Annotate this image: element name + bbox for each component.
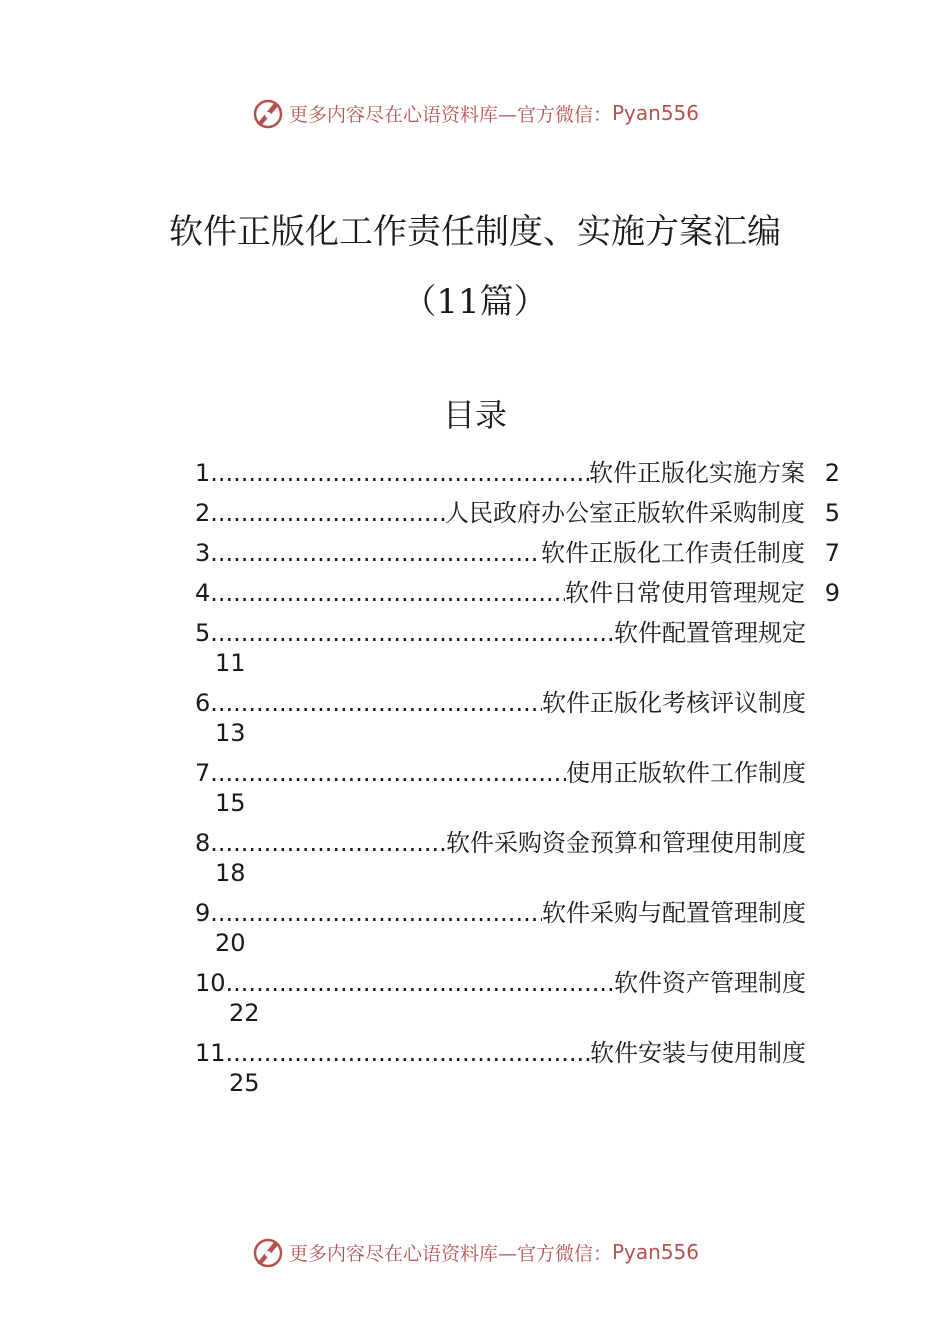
toc-entry[interactable] bbox=[195, 758, 806, 788]
toc-entry-number: 9 bbox=[195, 899, 211, 927]
toc-entry[interactable] bbox=[195, 578, 840, 608]
toc-entry-label: 软件采购与配置管理制度 bbox=[542, 899, 806, 927]
toc-entry-number: 11 bbox=[195, 1039, 226, 1067]
toc-entry-number: 1 bbox=[195, 459, 211, 487]
toc-entry-page: 2 bbox=[824, 459, 840, 487]
toc-entry-page: 9 bbox=[824, 579, 840, 607]
watermark-footer bbox=[0, 1232, 950, 1272]
toc-entry-page: 5 bbox=[824, 499, 840, 527]
watermark-text: 更多内容尽在心语资料库—官方微信： bbox=[288, 103, 612, 126]
toc-entry-page: 22 bbox=[229, 999, 260, 1027]
toc-leader-dots bbox=[210, 498, 445, 528]
toc-leader-dots bbox=[210, 828, 446, 858]
toc-entry-number: 2 bbox=[195, 499, 211, 527]
toc-entry-number: 8 bbox=[195, 829, 211, 857]
toc-leader-dots bbox=[210, 898, 542, 928]
toc-entry[interactable] bbox=[195, 968, 806, 998]
toc-entry[interactable] bbox=[195, 688, 806, 718]
toc-entry-label: 软件正版化工作责任制度 bbox=[541, 539, 805, 567]
toc-leader-dots bbox=[210, 538, 541, 568]
toc-entry-number: 10 bbox=[195, 969, 226, 997]
toc-leader-dots bbox=[210, 458, 589, 488]
toc-heading: 目录 bbox=[442, 396, 507, 434]
pen-in-circle-icon bbox=[251, 96, 285, 130]
watermark-wechat-id: Pyan556 bbox=[612, 1240, 700, 1264]
toc-entry-label: 软件采购资金预算和管理使用制度 bbox=[446, 829, 806, 857]
document-title: 软件正版化工作责任制度、实施方案汇编 bbox=[169, 212, 781, 252]
toc-entry-label: 软件资产管理制度 bbox=[614, 969, 806, 997]
toc-leader-dots bbox=[210, 578, 565, 608]
watermark-header bbox=[0, 93, 950, 133]
toc-entry-label: 人民政府办公室正版软件采购制度 bbox=[445, 499, 805, 527]
toc-entry-number: 7 bbox=[195, 759, 211, 787]
toc-entry-number: 4 bbox=[195, 579, 211, 607]
toc-entry-label: 软件正版化实施方案 bbox=[589, 459, 805, 487]
toc-leader-dots bbox=[210, 758, 566, 788]
toc-entry-number: 6 bbox=[195, 689, 211, 717]
toc-entry[interactable] bbox=[195, 828, 806, 858]
toc-entry[interactable] bbox=[195, 458, 840, 488]
toc-entry[interactable] bbox=[195, 898, 806, 928]
toc-entry-number: 5 bbox=[195, 619, 211, 647]
toc-leader-dots bbox=[210, 688, 542, 718]
toc-entry-page: 25 bbox=[229, 1069, 260, 1097]
toc-entry-page: 20 bbox=[215, 929, 246, 957]
toc-leader-dots bbox=[226, 1038, 590, 1068]
toc-entry-page: 15 bbox=[215, 789, 246, 817]
toc-entry-label: 软件配置管理规定 bbox=[614, 619, 806, 647]
toc-leader-dots bbox=[226, 968, 614, 998]
toc-entry-page: 18 bbox=[215, 859, 246, 887]
toc-entry-label: 软件日常使用管理规定 bbox=[565, 579, 805, 607]
watermark-wechat-id: Pyan556 bbox=[612, 101, 700, 125]
toc-entry-number: 3 bbox=[195, 539, 211, 567]
toc-entry-page: 13 bbox=[215, 719, 246, 747]
toc-entry-label: 软件安装与使用制度 bbox=[590, 1039, 806, 1067]
pen-in-circle-icon bbox=[251, 1235, 285, 1269]
toc-entry[interactable] bbox=[195, 1038, 806, 1068]
toc-entry[interactable] bbox=[195, 538, 840, 568]
toc-entry-label: 软件正版化考核评议制度 bbox=[542, 689, 806, 717]
watermark-text: 更多内容尽在心语资料库—官方微信： bbox=[288, 1242, 612, 1265]
document-subtitle: （11篇） bbox=[402, 282, 548, 322]
toc-entry-label: 使用正版软件工作制度 bbox=[566, 759, 806, 787]
toc-entry-page: 7 bbox=[824, 539, 840, 567]
toc-leader-dots bbox=[210, 618, 614, 648]
toc-entry-page: 11 bbox=[215, 649, 246, 677]
toc-entry[interactable] bbox=[195, 498, 840, 528]
toc-entry[interactable] bbox=[195, 618, 806, 648]
